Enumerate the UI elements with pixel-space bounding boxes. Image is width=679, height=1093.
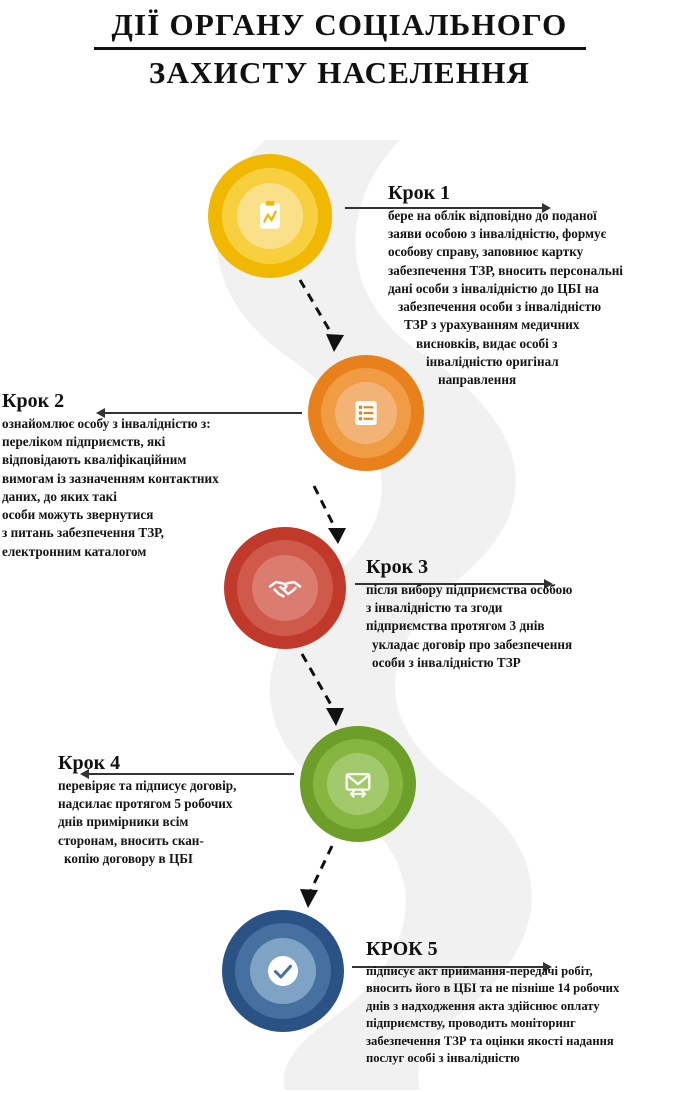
- step-1-text: [388, 182, 678, 389]
- step-1-body: бере на облік відповідно до поданої заяви особою з інвалідністю, формує особову справу, заповнює картку забезпечення ТЗР, вносить персональні дані особи з інвалідністю до ЦБІ на забезпечення особи з інвалідністю ТЗР з урахуванням медичних висновків, видає особі з інвалідністю оригінал направлення: [388, 208, 623, 387]
- step-5-ring-mid: [235, 923, 331, 1019]
- step-1-node: [208, 154, 332, 278]
- title-line-1: ДІЇ ОРГАНУ СОЦІАЛЬНОГО: [111, 7, 568, 42]
- step-1-label: Крок 1: [388, 182, 451, 204]
- step-4-ring-mid: [313, 739, 403, 829]
- step-4-ring-inner: [327, 753, 389, 815]
- connector-4-5: [296, 842, 358, 924]
- step-5-body: підписує акт приймання-передачі робіт, вносить його в ЦБІ та не пізніше 14 робочих днів з надходження акта здійснює оплату підприємству, проводить моніторинг забезпечення ТЗР та оцінки якості надання послуг особі з інвалідністю: [366, 964, 620, 1065]
- step-3-ring-inner: [252, 555, 318, 621]
- step-5-node: [222, 910, 344, 1032]
- step-5-label: КРОК 5: [366, 938, 438, 960]
- clipboard-chart-icon: [253, 199, 287, 233]
- step-3-text: [366, 556, 666, 672]
- connector-1-2: [290, 272, 360, 362]
- step-2-body: ознайомлює особу з інвалідністю з: переліком підприємств, які відповідають кваліфікаційним вимогам із зазначенням контактних даних, до яких такі особи можуть звернутися з питань забезпечення ТЗР, електронним каталогом: [2, 416, 219, 559]
- connector-3-4: [292, 648, 362, 740]
- step-2-label: Крок 2: [2, 390, 65, 412]
- step-1-ring-mid: [222, 168, 318, 264]
- step-3-label: Крок 3: [366, 556, 429, 578]
- page-title: [0, 6, 679, 92]
- step-4-node: [300, 726, 416, 842]
- step-2-text: [2, 390, 292, 561]
- step-4-body: перевіряє та підписує договір, надсилає протягом 5 робочих днів примірники всім сторонам, вносить скан- копію договору в ЦБІ: [58, 778, 237, 866]
- step-5-text: [366, 938, 678, 1067]
- check-circle-icon: [265, 953, 301, 989]
- step-2-ring-inner: [335, 382, 397, 444]
- list-document-icon: [350, 397, 382, 429]
- step-3-body: після вибору підприємства особою з інвалідністю та згоди підприємства протягом 3 днів укладає договір про забезпечення особи з інвалідністю ТЗР: [366, 582, 573, 670]
- envelope-exchange-icon: [341, 767, 375, 801]
- title-divider: [94, 47, 586, 50]
- step-4-label: Крок 4: [58, 752, 121, 774]
- step-4-text: [58, 752, 308, 868]
- connector-2-3: [300, 482, 360, 562]
- title-line-2: ЗАХИСТУ НАСЕЛЕННЯ: [148, 54, 531, 90]
- step-1-ring-inner: [237, 183, 303, 249]
- step-5-ring-inner: [250, 938, 316, 1004]
- handshake-icon: [267, 570, 303, 606]
